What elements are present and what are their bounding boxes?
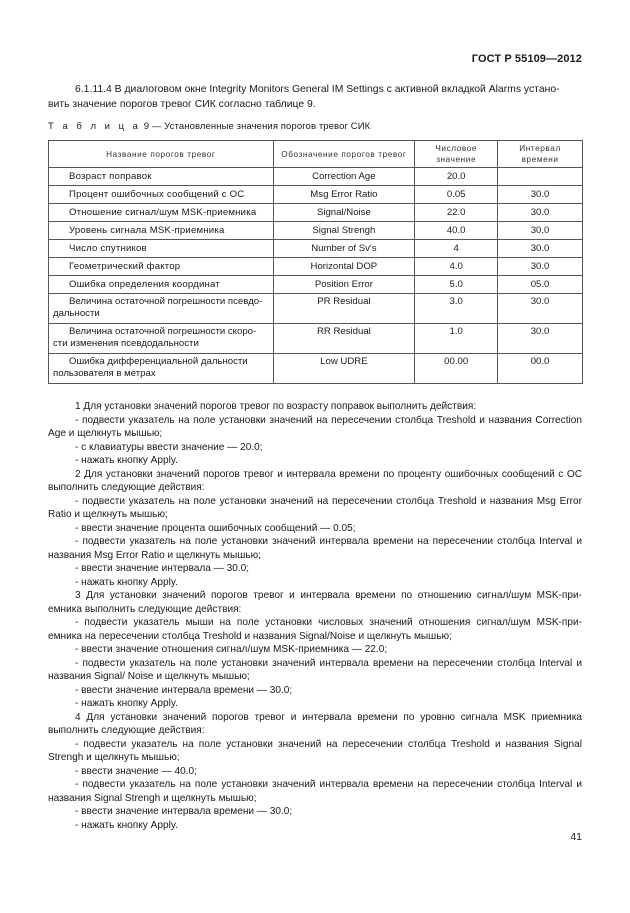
cell-interval: 30.0 <box>498 240 583 258</box>
thresholds-table <box>48 140 583 384</box>
cell-interval: 00.0 <box>498 354 583 384</box>
table-caption <box>48 121 370 132</box>
table-row <box>49 186 583 204</box>
intro-line-2: вить значение порогов тревог СИК согласно таблице 9. <box>48 99 316 110</box>
cell-designation: Signal/Noise <box>273 204 415 222</box>
instruction-paragraph: - подвести указатель на поле установки значений на пересечении столбца Treshold и названия Signal Strengh и щелкнуть мышью; <box>48 738 582 763</box>
table-row <box>49 240 583 258</box>
instruction-paragraph: - нажать кнопку Apply. <box>75 819 178 831</box>
cell-name: Ошибка определения координат <box>49 276 274 294</box>
table-row <box>49 294 583 324</box>
page-number: 41 <box>570 831 582 843</box>
cell-value: 4.0 <box>415 258 498 276</box>
cell-designation: Signal Strengh <box>273 222 415 240</box>
cell-name <box>49 354 274 384</box>
cell-interval: 30.0 <box>498 294 583 324</box>
cell-designation: RR Residual <box>273 324 415 354</box>
instruction-paragraph: - нажать кнопку Apply. <box>75 576 178 588</box>
cell-designation: Correction Age <box>273 168 415 186</box>
cell-interval: 30.0 <box>498 186 583 204</box>
header-value-line-2: значение <box>436 155 477 164</box>
cell-name <box>49 324 274 354</box>
intro-line-1: 6.1.11.4 В диалоговом окне Integrity Monitors General IM Settings с активной вкладкой Alarms устано- <box>75 84 560 95</box>
cell-value: 22.0 <box>415 204 498 222</box>
cell-name-line-2: сти изменения псевдодальности <box>53 338 199 349</box>
instruction-paragraph: - нажать кнопку Apply. <box>75 698 178 709</box>
cell-interval: 30.0 <box>498 222 583 240</box>
instruction-paragraph: - ввести значение отношения сигнал/шум MSK-приемника — 22.0; <box>75 644 388 655</box>
instruction-paragraph: - подвести указатель на поле установки значений интервала времени на пересечении столбца Interval и названия Signal Strengh и щелкнуть мышью; <box>48 779 582 804</box>
table-row <box>49 354 583 384</box>
cell-interval: 30.0 <box>498 204 583 222</box>
instructions-text <box>48 400 582 832</box>
cell-interval <box>498 168 583 186</box>
table-header-row <box>49 141 583 168</box>
table-row <box>49 168 583 186</box>
cell-designation: Position Error <box>273 276 415 294</box>
instruction-paragraph: - подвести указатель на поле установки значений интервала времени на пересечении столбца Interval и названия Signal/ Noise и щелкнуть мышью; <box>48 657 582 682</box>
cell-designation: Low UDRE <box>273 354 415 384</box>
instruction-paragraph: - подвести указатель на поле установки значений на пересечении столбца Treshold и названия Correction Age и щелкнуть мышью; <box>48 414 582 439</box>
cell-designation: PR Residual <box>273 294 415 324</box>
header-interval-line-2: времени <box>521 155 559 164</box>
instruction-paragraph: - ввести значение интервала времени — 30.0; <box>75 684 293 696</box>
header-interval-line-1: Интервал <box>519 144 561 153</box>
cell-value: 3.0 <box>415 294 498 324</box>
table-row <box>49 258 583 276</box>
cell-name: Число спутников <box>49 240 274 258</box>
cell-value: 4 <box>415 240 498 258</box>
cell-name-line-2: пользователя в метрах <box>53 368 156 379</box>
instruction-paragraph: - ввести значение процента ошибочных сообщений — 0.05; <box>75 522 356 534</box>
header-value-line-1: Числовое <box>435 144 478 153</box>
instruction-paragraph: - с клавиатуры ввести значение — 20.0; <box>75 441 263 453</box>
cell-value: 5.0 <box>415 276 498 294</box>
header-value <box>415 141 498 168</box>
instruction-paragraph: - ввести значение — 40.0; <box>75 765 197 777</box>
cell-designation: Horizontal DOP <box>273 258 415 276</box>
instruction-paragraph: 4 Для установки значений порогов тревог и интервала времени по уровню сигнала MSK приемника выполнить следующие действия: <box>48 711 582 736</box>
cell-name-line-1: Величина остаточной погрешности скоро- <box>69 326 257 337</box>
cell-interval: 05.0 <box>498 276 583 294</box>
cell-value: 0.05 <box>415 186 498 204</box>
instruction-paragraph: - подвести указатель на поле установки значений на пересечении столбца Treshold и названия Msg Error Ratio и щелкнуть мышью; <box>48 495 582 520</box>
cell-name-line-1: Ошибка дифференциальной дальности <box>69 356 248 367</box>
cell-value: 20.0 <box>415 168 498 186</box>
cell-name: Возраст поправок <box>49 168 274 186</box>
intro-paragraph <box>48 82 582 112</box>
instruction-paragraph: - ввести значение интервала времени — 30.0; <box>75 806 293 817</box>
table-row <box>49 324 583 354</box>
cell-name: Процент ошибочных сообщений с ОС <box>49 186 274 204</box>
cell-value: 40.0 <box>415 222 498 240</box>
cell-name <box>49 294 274 324</box>
instruction-paragraph: - подвести указатель на поле установки значений интервала времени на пересечении столбца Interval и названия Msg Error Ratio и щелкнуть мышью; <box>48 536 582 561</box>
table-row <box>49 204 583 222</box>
table-caption-text: 9 — Установленные значения порогов тревог СИК <box>140 121 371 132</box>
instruction-paragraph: - ввести значение интервала — 30.0; <box>75 563 250 574</box>
instruction-paragraph: 2 Для установки значений порогов тревог и интервала времени по проценту ошибочных сообщений с ОС выполнить следующие действия: <box>48 468 582 493</box>
cell-value: 1.0 <box>415 324 498 354</box>
cell-name: Геометрический фактор <box>49 258 274 276</box>
cell-name-line-2: дальности <box>53 308 100 319</box>
table-caption-prefix: Т а б л и ц а <box>48 121 141 132</box>
cell-interval: 30.0 <box>498 258 583 276</box>
instruction-paragraph: - нажать кнопку Apply. <box>75 455 178 466</box>
cell-name-line-1: Величина остаточной погрешности псевдо- <box>69 296 263 307</box>
header-designation: Обозначение порогов тревог <box>273 141 415 168</box>
table-row <box>49 222 583 240</box>
cell-interval: 30.0 <box>498 324 583 354</box>
header-interval <box>498 141 583 168</box>
cell-designation: Number of Sv's <box>273 240 415 258</box>
cell-name: Отношение сигнал/шум MSK-приемника <box>49 204 274 222</box>
cell-designation: Msg Error Ratio <box>273 186 415 204</box>
standard-designation: ГОСТ Р 55109—2012 <box>471 53 582 65</box>
cell-value: 00.00 <box>415 354 498 384</box>
instruction-paragraph: - подвести указатель мыши на поле установки числовых значений отношения сигнал/шум MSK-при- емника на пересечении столбца Treshold и названия Signal/Noise и щелкнуть мышью; <box>48 617 582 642</box>
table-row <box>49 276 583 294</box>
header-name: Название порогов тревог <box>49 141 274 168</box>
cell-name: Уровень сигнала MSK-приемника <box>49 222 274 240</box>
instruction-paragraph: 3 Для установки значений порогов тревог и интервала времени по отношению сигнал/шум MSK-при- емника выполнить следующие действия: <box>48 590 582 615</box>
instruction-paragraph: 1 Для установки значений порогов тревог по возрасту поправок выполнить действия: <box>75 401 477 412</box>
